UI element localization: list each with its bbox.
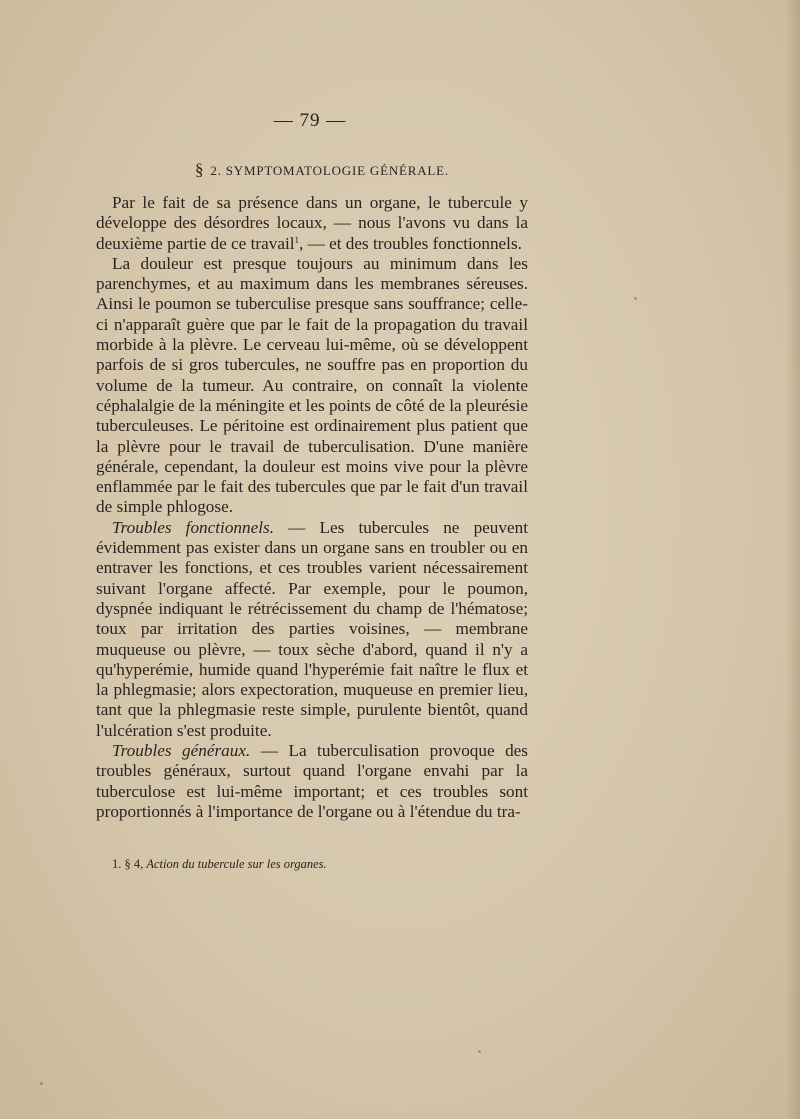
page-number: — 79 — <box>273 110 347 131</box>
footnote-number: 1. <box>112 857 122 871</box>
paragraph-lead: Troubles généraux. <box>112 741 251 761</box>
paragraph-douleur <box>96 254 528 518</box>
paper-spot <box>634 297 637 300</box>
paragraph-text: — Les tubercules ne peuvent évidemment pas exister dans un organe sans en troubler ou en entraver les fonctions, et ces troubles varient nécessairement suivant l'organe affecté. Par exemple, pour le poumon, dyspnée indiquant le rétrécissement du champ de l'hématose; toux par irritation des parties voisines, — membrane muqueuse ou plèvre, — toux sèche d'abord, quand il n'y a qu'hyperémie, humide quand l'hyperémie fait naître le flux et la phlegmasie; alors expectoration, muqueuse en premier lieu, tant que la phlegmasie reste simple, purulente bientôt, quand l'ulcération s'est produite. <box>96 517 528 740</box>
page-edge-shadow <box>786 0 800 1119</box>
body-text <box>96 193 528 822</box>
paper-spot <box>40 1082 43 1085</box>
paragraph-text-continued: , — et des troubles fonctionnels. <box>299 233 522 253</box>
paragraph-text: La douleur est presque toujours au minimum dans les parenchymes, et au maximum dans les membranes séreuses. Ainsi le poumon se tuberculise presque sans souffrance; celle-ci n'apparaît guère que par le fait de la propagation du travail morbide à la plèvre. Le cerveau lui-même, où se développent parfois de si gros tubercules, ne souffre pas en proportion du volume de la tumeur. Au contraire, on connaît la violente céphalalgie de la méningite et les points de côté de la pleurésie tuberculeuses. Le péritoine est ordinairement plus patient que la plèvre pour le travail de tuberculisation. D'une manière générale, cependant, la douleur est moins vive pour la plèvre enflammée par le fait des tubercules que par le fait d'un travail de simple phlogose. <box>96 253 528 517</box>
paragraph-lead: Troubles fonctionnels. <box>112 517 274 537</box>
paper-spot <box>478 1050 481 1053</box>
footnote-reference: 1 <box>294 234 300 245</box>
paragraph-troubles-generaux <box>96 741 528 822</box>
footnote-text: Action du tubercule sur les organes. <box>146 857 327 871</box>
paragraph-text: — La tuberculisation provoque des troubles généraux, surtout quand l'organe envahi par la tuberculose est lui-même important; et ces troubles sont proportionnés à l'importance de l'organe ou à l'étendue du tra- <box>96 741 528 821</box>
footnote <box>112 857 532 872</box>
footnote-section-ref: § 4, <box>124 857 144 871</box>
section-heading <box>112 160 532 180</box>
section-symbol: § <box>195 160 205 179</box>
paragraph-troubles-fonctionnels <box>96 518 528 741</box>
paragraph-intro <box>96 193 528 254</box>
section-title: 2. SYMPTOMATOLOGIE GÉNÉRALE. <box>210 163 449 178</box>
paragraph-text: Par le fait de sa présence dans un organe, le tubercule y développe des désordres locaux, — nous l'avons vu dans la deuxième partie de ce travail <box>96 193 528 253</box>
